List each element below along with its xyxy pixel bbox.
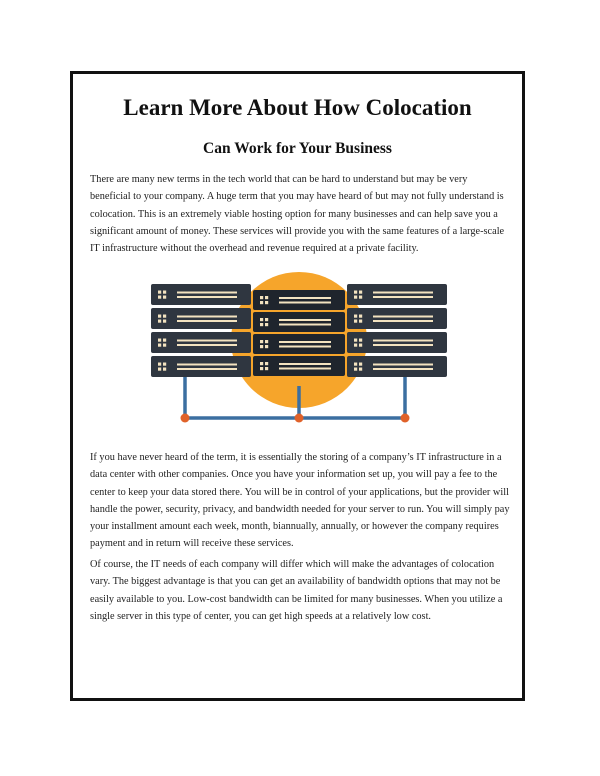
server-left-1 — [151, 284, 251, 305]
server-rack-icon — [143, 270, 455, 430]
page-frame — [70, 71, 525, 701]
server-center-3 — [253, 334, 345, 354]
server-units — [151, 284, 447, 377]
paragraph-intro: There are many new terms in the tech world that can be hard to understand but may be very beneficial to your company. A huge term that you may have heard of but may not fully understand is colocation. This is an extremely viable hosting option for many businesses and can help save you a significant amount of money. These services will provide you with the same features of a large-scale IT infrastructure without the overhead and revenue required at a private facility. — [90, 174, 505, 255]
server-left-4 — [151, 356, 251, 377]
server-right-2 — [347, 308, 447, 329]
cable-node-center — [295, 414, 304, 423]
cable-node-left — [181, 414, 190, 423]
page-title: Learn More About How Colocation — [123, 95, 472, 120]
server-left-2 — [151, 308, 251, 329]
server-right-4 — [347, 356, 447, 377]
paragraph-advantages: Of course, the IT needs of each company will differ which will make the advantages of colocation vary. The biggest advantage is that you can get an availability of bandwidth options that may not be easily available to you. Low-cost bandwidth can be limited for many businesses. When you utilize a single server in this type of center, you can get high speeds at a relatively low cost. — [90, 559, 503, 622]
cable-node-right — [401, 414, 410, 423]
server-right-1 — [347, 284, 447, 305]
paragraph-definition: If you have never heard of the term, it is essentially the storing of a company’s IT infrastructure in a data center with other companies. Once you have your information set up, you will pay a fee to the center to keep your data stored there. You will be in control of your applications, but the provider will handle the power, security, privacy, and bandwidth needed for your server to run. You will simply pay your installment amount each week, month, biannually, annually, or however the company requires payment and in return will receive these services. — [90, 452, 510, 550]
server-center-1 — [253, 290, 345, 310]
server-right-3 — [347, 332, 447, 353]
server-center-2 — [253, 312, 345, 332]
page-subtitle: Can Work for Your Business — [203, 140, 392, 157]
server-center-4 — [253, 356, 345, 376]
server-left-3 — [151, 332, 251, 353]
